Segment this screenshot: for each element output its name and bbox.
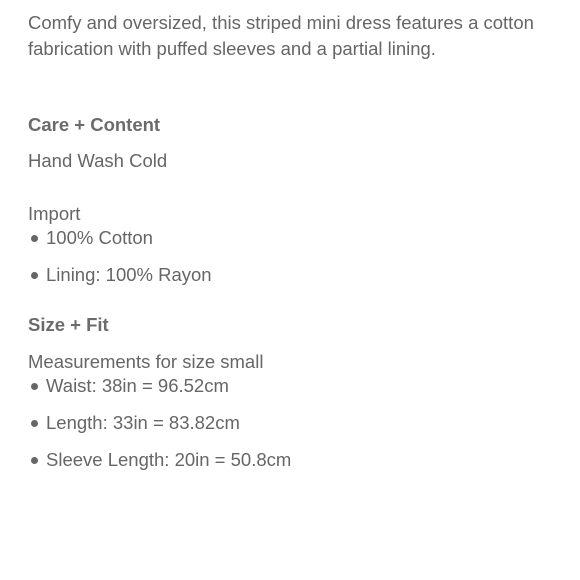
care-content-title: Care + Content bbox=[28, 114, 161, 135]
list-item bbox=[28, 411, 552, 435]
material-text: 100% Cotton bbox=[46, 227, 153, 248]
list-item bbox=[28, 448, 552, 472]
bullet-icon bbox=[31, 235, 38, 242]
measurement-text: Waist: 38in = 96.52cm bbox=[46, 375, 229, 396]
size-fit-title: Size + Fit bbox=[28, 314, 109, 335]
measurement-text: Length: 33in = 83.82cm bbox=[46, 412, 240, 433]
materials-list bbox=[28, 226, 552, 287]
bullet-icon bbox=[31, 383, 38, 390]
bullet-icon bbox=[31, 272, 38, 279]
list-item bbox=[28, 374, 552, 398]
list-item bbox=[28, 263, 552, 287]
measurement-text: Sleeve Length: 20in = 50.8cm bbox=[46, 449, 292, 470]
size-note: Measurements for size small bbox=[28, 351, 264, 372]
measurements-list bbox=[28, 374, 552, 472]
bullet-icon bbox=[31, 420, 38, 427]
bullet-icon bbox=[31, 457, 38, 464]
list-item bbox=[28, 226, 552, 250]
material-text: Lining: 100% Rayon bbox=[46, 264, 212, 285]
origin-text: Import bbox=[28, 203, 81, 224]
product-description: Comfy and oversized, this striped mini dress features a cotton fabrication with puffed sleeves and a partial lining. bbox=[28, 12, 534, 59]
care-instructions: Hand Wash Cold bbox=[28, 150, 168, 171]
